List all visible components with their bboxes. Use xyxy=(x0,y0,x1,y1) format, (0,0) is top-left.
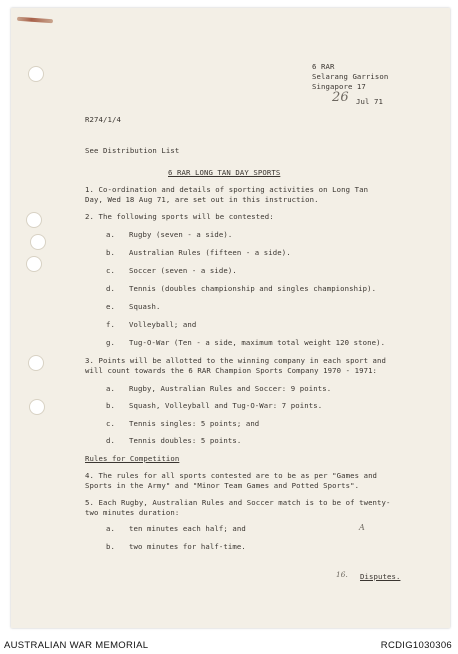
list-letter: b. xyxy=(106,401,115,410)
punch-hole xyxy=(28,66,44,82)
list-item: Tug-O-War (Ten - a side, maximum total weight 120 stone). xyxy=(129,338,386,347)
reference-number: R274/1/4 xyxy=(85,115,121,124)
address-garrison: Selarang Garrison xyxy=(312,72,389,81)
para5-line1: 5. Each Rugby, Australian Rules and Soccer match is to be of twenty- xyxy=(85,498,391,507)
list-letter: d. xyxy=(106,284,115,293)
date-month-year: Jul 71 xyxy=(356,97,383,106)
para2-intro: 2. The following sports will be contested: xyxy=(85,212,274,221)
para5-line2: two minutes duration: xyxy=(85,508,180,517)
list-letter: a. xyxy=(106,384,115,393)
punch-hole xyxy=(29,399,45,415)
list-item: Rugby (seven - a side). xyxy=(129,230,233,239)
list-letter: a. xyxy=(106,230,115,239)
distribution-line: See Distribution List xyxy=(85,146,180,155)
punch-hole xyxy=(26,256,42,272)
continued-initials: 16. xyxy=(336,570,348,579)
punch-hole xyxy=(30,234,46,250)
para3-line1: 3. Points will be allotted to the winning company in each sport and xyxy=(85,356,387,365)
list-item: Squash. xyxy=(129,302,161,311)
address-city: Singapore 17 xyxy=(312,82,366,91)
para1-line2: Day, Wed 18 Aug 71, are set out in this instruction. xyxy=(85,195,319,204)
list-letter: c. xyxy=(106,266,115,275)
list-item: Volleyball; and xyxy=(129,320,197,329)
document-title: 6 RAR LONG TAN DAY SPORTS xyxy=(168,168,281,177)
list-item: Australian Rules (fifteen - a side). xyxy=(129,248,291,257)
document-page xyxy=(11,8,450,628)
list-item: Tennis singles: 5 points; and xyxy=(129,419,260,428)
para1-line1: 1. Co-ordination and details of sporting activities on Long Tan xyxy=(85,185,369,194)
footer-source: AUSTRALIAN WAR MEMORIAL xyxy=(4,640,149,651)
para4-line1: 4. The rules for all sports contested are to be as per "Games and xyxy=(85,471,378,480)
footer-record-id: RCDIG1030306 xyxy=(380,640,452,651)
list-letter: b. xyxy=(106,542,115,551)
list-item: Tennis doubles: 5 points. xyxy=(129,436,242,445)
list-item: ten minutes each half; and xyxy=(129,524,246,533)
list-item: Tennis (doubles championship and singles championship). xyxy=(129,284,377,293)
para3-line2: will count towards the 6 RAR Champion Sports Company 1970 - 1971: xyxy=(85,366,378,375)
continued-catchword: Disputes. xyxy=(360,572,401,581)
para4-line2: Sports in the Army" and "Minor Team Games and Potted Sports". xyxy=(85,481,360,490)
address-unit: 6 RAR xyxy=(312,62,335,71)
rules-heading: Rules for Competition xyxy=(85,454,180,463)
list-letter: d. xyxy=(106,436,115,445)
list-item: Soccer (seven - a side). xyxy=(129,266,237,275)
list-item: Squash, Volleyball and Tug-O-War: 7 points. xyxy=(129,401,323,410)
list-letter: g. xyxy=(106,338,115,347)
list-letter: f. xyxy=(106,320,115,329)
list-letter: c. xyxy=(106,419,115,428)
list-item: two minutes for half-time. xyxy=(129,542,246,551)
list-letter: e. xyxy=(106,302,115,311)
list-item: Rugby, Australian Rules and Soccer: 9 points. xyxy=(129,384,332,393)
punch-hole xyxy=(28,355,44,371)
page-mark: A xyxy=(359,523,365,532)
punch-hole xyxy=(26,212,42,228)
date-day-handwritten: 26 xyxy=(332,90,349,105)
list-letter: b. xyxy=(106,248,115,257)
list-letter: a. xyxy=(106,524,115,533)
